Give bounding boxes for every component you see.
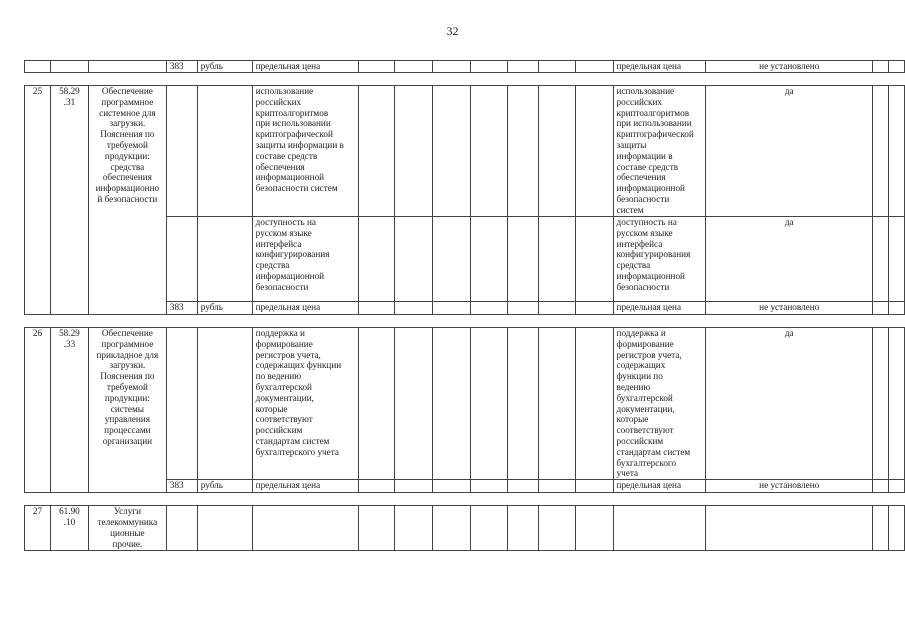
empty-cell [358,217,395,302]
empty-cell [888,61,904,73]
empty-cell [358,480,395,493]
empty-cell [88,61,166,73]
empty-cell [538,61,575,73]
empty-cell [358,328,395,480]
empty-cell [575,217,613,302]
empty-cell [395,506,433,551]
row-number-cell: 27 [25,506,51,551]
empty-cell [395,302,433,315]
empty-cell [575,506,613,551]
table-row [25,86,905,217]
empty-cell [358,506,395,551]
empty-cell [433,217,471,302]
empty-cell [507,328,538,480]
product-name-cell: Услуги телекоммуника ционные прочие. [88,506,166,551]
unit-name-cell: рубль [197,61,252,73]
empty-cell [471,506,508,551]
empty-cell [471,86,508,217]
row-gap [25,73,905,86]
empty-cell [471,61,508,73]
okpd-code-cell: 61.90 .10 [50,506,88,551]
empty-cell [471,480,508,493]
empty-cell [433,302,471,315]
requirements-table [24,60,905,551]
value-cell: не установлено [706,480,872,493]
value-cell: да [706,217,872,302]
empty-cell [507,480,538,493]
empty-cell [888,328,904,480]
empty-cell [538,86,575,217]
unit-code-cell [166,217,197,302]
empty-cell [358,61,395,73]
empty-cell [471,217,508,302]
row-gap [25,493,905,506]
value-cell: да [706,328,872,480]
empty-cell [888,506,904,551]
empty-cell [395,480,433,493]
unit-code-cell: 383 [166,480,197,493]
row-number-cell: 26 [25,328,51,493]
unit-code-cell [166,328,197,480]
empty-cell [395,86,433,217]
table-row [25,328,905,480]
empty-cell [395,328,433,480]
empty-cell [575,86,613,217]
table-row [25,61,905,73]
unit-name-cell [197,328,252,480]
empty-cell [395,61,433,73]
empty-cell [538,506,575,551]
characteristic-cell: предельная цена [252,480,358,493]
empty-cell [575,61,613,73]
empty-cell [706,506,872,551]
empty-cell [471,328,508,480]
empty-cell [507,506,538,551]
unit-name-cell [197,86,252,217]
empty-cell [888,86,904,217]
empty-cell [395,217,433,302]
characteristic-value-cell: поддержка и формирование регистров учета, содержащих функции по ведению бухгалтерской документации, которые соответствуют российским стандартам систем бухгалтерского учета [613,328,706,480]
empty-cell [538,302,575,315]
empty-cell [25,61,51,73]
unit-code-cell [166,86,197,217]
characteristic-cell: предельная цена [252,61,358,73]
value-cell: да [706,86,872,217]
empty-cell [433,61,471,73]
empty-cell [197,506,252,551]
empty-cell [872,217,888,302]
empty-cell [507,61,538,73]
unit-code-cell: 383 [166,302,197,315]
unit-name-cell: рубль [197,302,252,315]
characteristic-value-cell: предельная цена [613,480,706,493]
unit-name-cell: рубль [197,480,252,493]
empty-cell [613,506,706,551]
empty-cell [872,86,888,217]
empty-cell [433,86,471,217]
empty-cell [888,302,904,315]
empty-cell [872,302,888,315]
empty-cell [888,480,904,493]
empty-cell [166,506,197,551]
empty-cell [358,302,395,315]
empty-cell [538,480,575,493]
empty-cell [358,86,395,217]
row-gap [25,315,905,328]
empty-cell [575,328,613,480]
value-cell: не установлено [706,302,872,315]
empty-cell [872,480,888,493]
table-row [25,506,905,551]
empty-cell [888,217,904,302]
characteristic-value-cell: предельная цена [613,302,706,315]
characteristic-cell: доступность на русском языке интерфейса конфигурирования средства информационной безопасности [252,217,358,302]
empty-cell [507,217,538,302]
page-number: 32 [446,24,459,38]
empty-cell [538,328,575,480]
empty-cell [507,302,538,315]
row-number-cell: 25 [25,86,51,315]
empty-cell [433,506,471,551]
empty-cell [433,328,471,480]
characteristic-value-cell: использование российских криптоалгоритмов при использовании криптографической защиты информации в составе средств обеспечения информационной безопасности систем [613,86,706,217]
characteristic-value-cell: доступность на русском языке интерфейса конфигурирования средства информационной безопасности [613,217,706,302]
empty-cell [872,61,888,73]
characteristic-value-cell: предельная цена [613,61,706,73]
okpd-code-cell: 58.29 .31 [50,86,88,315]
okpd-code-cell: 58.29 .33 [50,328,88,493]
characteristic-cell: предельная цена [252,302,358,315]
empty-cell [252,506,358,551]
characteristic-cell: поддержка и формирование регистров учета, содержащих функции по ведению бухгалтерской документации, которые соответствуют российским стандартам систем бухгалтерского учета [252,328,358,480]
unit-code-cell: 383 [166,61,197,73]
empty-cell [471,302,508,315]
characteristic-cell: использование российских криптоалгоритмов при использовании криптографической защиты информации в составе средств обеспечения информационной безопасности систем [252,86,358,217]
empty-cell [872,506,888,551]
value-cell: не установлено [706,61,872,73]
empty-cell [50,61,88,73]
unit-name-cell [197,217,252,302]
empty-cell [507,86,538,217]
empty-cell [538,217,575,302]
empty-cell [433,480,471,493]
empty-cell [575,480,613,493]
empty-cell [872,328,888,480]
product-name-cell: Обеспечение программное системное для загрузки. Пояснения по требуемой продукции: средства обеспечения информационно й безопасности [88,86,166,315]
empty-cell [575,302,613,315]
product-name-cell: Обеспечение программное прикладное для загрузки. Пояснения по требуемой продукции: системы управления процессами организации [88,328,166,493]
